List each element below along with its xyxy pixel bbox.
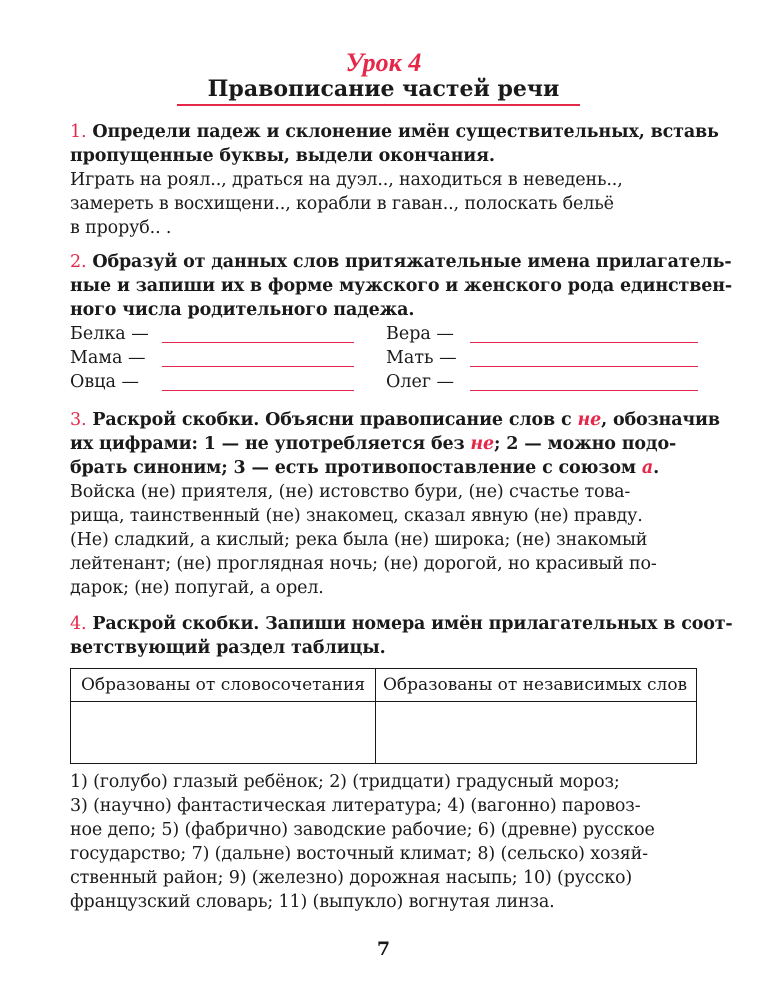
task-4-text-line: французский словарь; 11) (выпукло) вогнутая линза. (70, 892, 555, 912)
answer-line-belka[interactable] (162, 342, 354, 343)
ne-particle: не (577, 410, 602, 430)
conjunction-a: а (641, 458, 654, 478)
task-4-number: 4. (70, 614, 87, 634)
answer-line-mama[interactable] (162, 366, 354, 367)
task-1-number: 1. (70, 122, 87, 142)
fill-row (70, 370, 700, 394)
task-4-text-line: 1) (голубо) глазый ребёнок; 2) (тридцати) градусный мороз; (70, 772, 620, 792)
word-vera: Вера — (386, 324, 454, 344)
task-3-number: 3. (70, 410, 87, 430)
page-number: 7 (376, 938, 391, 960)
task-2-fill-rows (70, 322, 700, 394)
answer-line-oleg[interactable] (470, 390, 698, 391)
task-3 (70, 408, 720, 600)
task-2-prompt-line: ные и запиши их в форме мужского и женского рода единствен- (70, 276, 732, 296)
task-1-text-line: Играть на роял.., драться на дуэл.., находиться в неведень.., (70, 170, 623, 190)
answer-line-vera[interactable] (470, 342, 698, 343)
task-4-text-line: ное депо; 5) (фабрично) заводские рабочие; 6) (древне) русское (70, 820, 655, 840)
task-2-prompt-line: 2. Образуй от данных слов притяжательные имена прилагатель- (70, 252, 732, 272)
fill-row (70, 322, 700, 346)
task-4-text-line: государство; 7) (дальне) восточный климат; 8) (сельско) хозяй- (70, 844, 648, 864)
task-3-text-line: дарок; (не) попугай, а орел. (70, 578, 324, 598)
task-1 (70, 120, 719, 240)
task-2-prompt-line: ного числа родительного падежа. (70, 300, 415, 320)
word-mama: Мама — (70, 348, 146, 368)
table-header-independent: Образованы от независимых слов (383, 675, 688, 695)
task-4-words (70, 770, 700, 914)
task-3-text-line: рища, таинственный (не) знакомец, сказал явную (не) правду. (70, 506, 643, 526)
table-header-phrase: Образованы от словосочетания (81, 675, 366, 695)
task-4-text-line: ственный район; 9) (железно) дорожная насыпь; 10) (русско) (70, 868, 633, 888)
answer-table (70, 668, 697, 764)
answer-line-mat[interactable] (470, 366, 698, 367)
table-column-divider (375, 669, 376, 763)
task-3-text-line: Войска (не) приятеля, (не) истовство бури, (не) счастье това- (70, 482, 631, 502)
word-belka: Белка — (70, 324, 149, 344)
task-2 (70, 250, 732, 322)
task-3-text-line: (Не) сладкий, а кислый; река была (не) широка; (не) знакомый (70, 530, 648, 550)
lesson-heading: Урок 4 (345, 48, 422, 77)
table-header-divider (71, 701, 696, 702)
task-3-prompt-line: брать синоним; 3 — есть противопоставление с союзом а. (70, 458, 660, 478)
fill-row (70, 346, 700, 370)
answer-line-ovtsa[interactable] (162, 390, 354, 391)
word-ovtsa: Овца — (70, 372, 139, 392)
task-4-prompt-line: ветствующий раздел таблицы. (70, 638, 386, 658)
word-oleg: Олег — (386, 372, 455, 392)
task-4-prompt-line: 4. Раскрой скобки. Запиши номера имён прилагательных в соот- (70, 614, 733, 634)
task-1-text-line: замереть в восхищени.., корабли в гаван.., полоскать бельё (70, 194, 614, 214)
task-3-prompt-line: 3. Раскрой скобки. Объясни правописание слов с не, обозначив (70, 410, 720, 430)
task-3-text-line: лейтенант; (не) проглядная ночь; (не) дорогой, но красивый по- (70, 554, 657, 574)
task-2-number: 2. (70, 252, 87, 272)
task-4 (70, 612, 733, 660)
title-underline (177, 104, 580, 106)
task-1-prompt-line: 1. Определи падеж и склонение имён существительных, вставь (70, 122, 719, 142)
page-title: Правописание частей речи (207, 76, 560, 102)
task-1-prompt-line: пропущенные буквы, выдели окончания. (70, 146, 495, 166)
task-1-text-line: в проруб.. . (70, 218, 172, 238)
task-3-prompt-line: их цифрами: 1 — не употребляется без не; 2 — можно подо- (70, 434, 677, 454)
ne-particle: не (470, 434, 495, 454)
word-mat: Мать — (386, 348, 457, 368)
task-4-text-line: 3) (научно) фантастическая литература; 4) (вагонно) паровоз- (70, 796, 641, 816)
